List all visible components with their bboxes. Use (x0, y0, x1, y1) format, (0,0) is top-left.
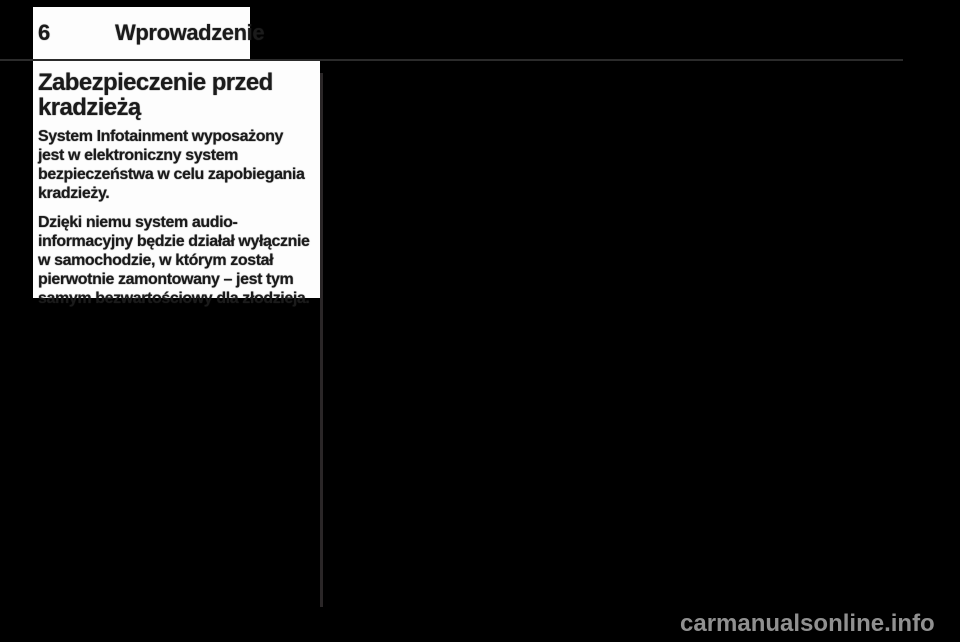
paragraph-line: kradzieży. (38, 185, 110, 202)
paragraph-line: bezpieczeństwa w celu zapobiegania (38, 166, 305, 183)
article (38, 70, 320, 318)
column-divider-rule (320, 73, 323, 607)
paragraph-line: w samochodzie, w którym został (38, 252, 274, 269)
left-column-paper (33, 61, 320, 307)
paragraph-line: System Infotainment wyposażony (38, 128, 283, 145)
article-paragraph-2 (38, 213, 320, 308)
article-heading (38, 70, 320, 120)
page-number: 6 (38, 20, 50, 45)
paragraph-line: samym bezwartościowy dla złodzieja. (38, 290, 310, 307)
paragraph-line: pierwotnie zamontowany – jest tym (38, 271, 294, 288)
paragraph-line: informacyjny będzie działał wyłącznie (38, 233, 310, 250)
section-title: Wprowadzenie (115, 20, 265, 45)
paragraph-line: jest w elektroniczny system (38, 147, 238, 164)
article-heading-line-2: kradzieżą (38, 94, 141, 121)
article-heading-line-1: Zabezpieczenie przed (38, 69, 273, 96)
paragraph-line: Dzięki niemu system audio- (38, 214, 238, 231)
article-paragraph-1 (38, 127, 320, 203)
watermark: carmanualsonline.info (680, 610, 935, 637)
